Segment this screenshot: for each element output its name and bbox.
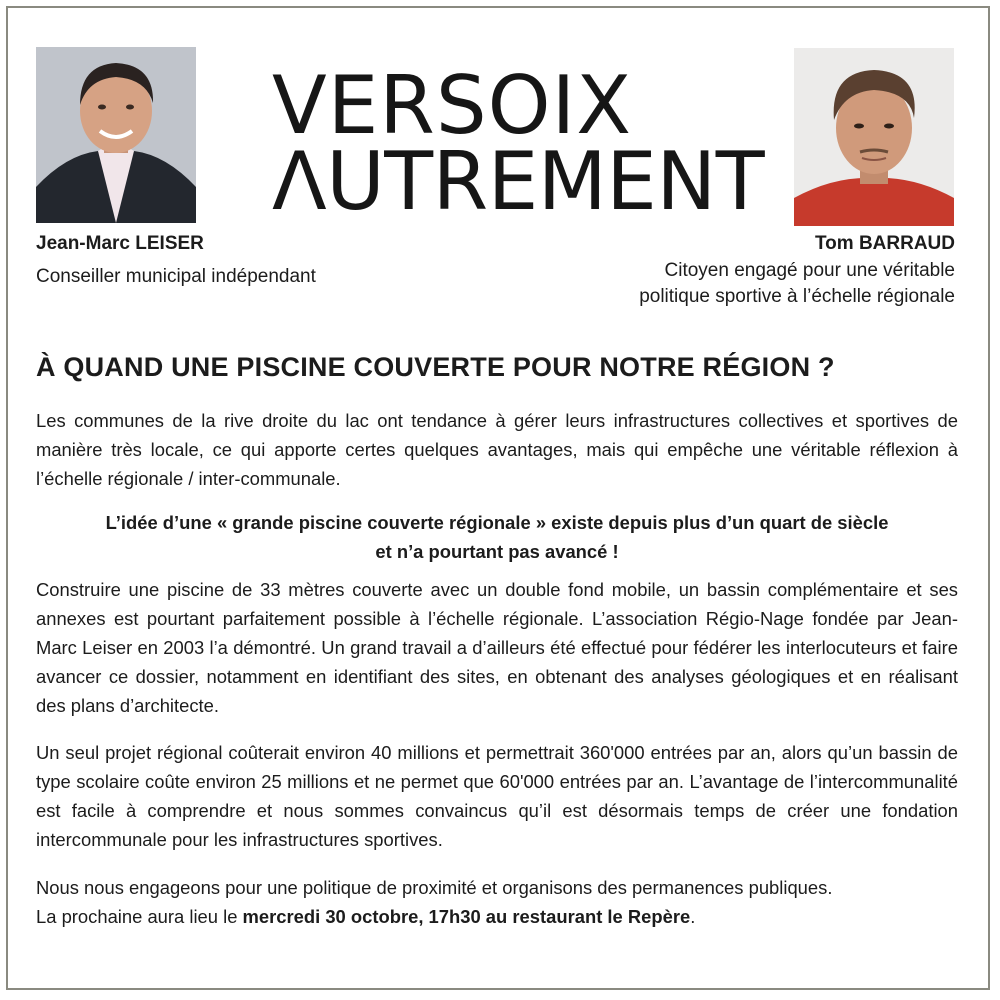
logo-versoix-autrement — [272, 59, 765, 228]
right-person-role — [535, 258, 955, 310]
left-person-role: Conseiller municipal indépendant — [36, 266, 316, 287]
right-person-name: Tom BARRAUD — [814, 233, 955, 254]
portrait-left — [36, 47, 196, 223]
highlight-line-1: L’idée d’une « grande piscine couverte régionale » existe depuis plus d’un quart de siècle — [105, 512, 889, 533]
engagement-line-1: Nous nous engageons pour une politique de proximité et organisons des permanences publiques. — [36, 877, 833, 898]
paragraph-engagement — [36, 873, 958, 931]
event-details: mercredi 30 octobre, 17h30 au restaurant le Repère — [242, 906, 691, 927]
paragraph-intro: Les communes de la rive droite du lac ont tendance à gérer leurs infrastructures collectives et sportives de manière très locale, ce qui apporte certes quelques avantages, mais qui empêche une véritable réflexion à l’échelle régionale / inter-communale. — [36, 410, 958, 489]
portrait-right — [794, 48, 954, 226]
highlight-line-2: et n’a pourtant pas avancé ! — [375, 541, 619, 562]
right-person-role-line-1: Citoyen engagé pour une véritable — [664, 260, 955, 281]
article-title: À QUAND UNE PISCINE COUVERTE POUR NOTRE RÉGION ? — [36, 352, 835, 382]
logo-line-2: ΛUTREMENT — [272, 135, 765, 228]
engagement-prefix: La prochaine aura lieu le — [36, 906, 243, 927]
engagement-line-2 — [36, 902, 958, 931]
highlight-statement — [36, 508, 958, 566]
right-person-role-line-2: politique sportive à l’échelle régionale — [639, 286, 955, 307]
paragraph-project: Construire une piscine de 33 mètres couverte avec un double fond mobile, un bassin complémentaire et ses annexes est pourtant parfaitement possible à l’échelle régionale. L’association Régio-Nage fondée par Jean-Marc Leiser en 2003 l’a démontré. Un grand travail a d’ailleurs été effectué pour fédérer les interlocuteurs et faire avancer ce dossier, notamment en identifiant des sites, en obtenant des analyses géologiques et en réalisant des plans d’architecte. — [36, 579, 958, 716]
paragraph-costs: Un seul projet régional coûterait environ 40 millions et permettrait 360'000 entrées par an, alors qu’un bassin de type scolaire coûte environ 25 millions et ne permet que 60'000 entrées par an. L’avantage de l’intercommunalité est facile à comprendre et nous sommes convaincus qu’il est désormais temps de créer une fondation intercommunale pour les infrastructures sportives. — [36, 742, 958, 850]
left-person-name: Jean-Marc LEISER — [36, 233, 204, 254]
engagement-suffix: . — [690, 906, 696, 927]
logo-line-1: VERSOIX — [272, 59, 633, 152]
